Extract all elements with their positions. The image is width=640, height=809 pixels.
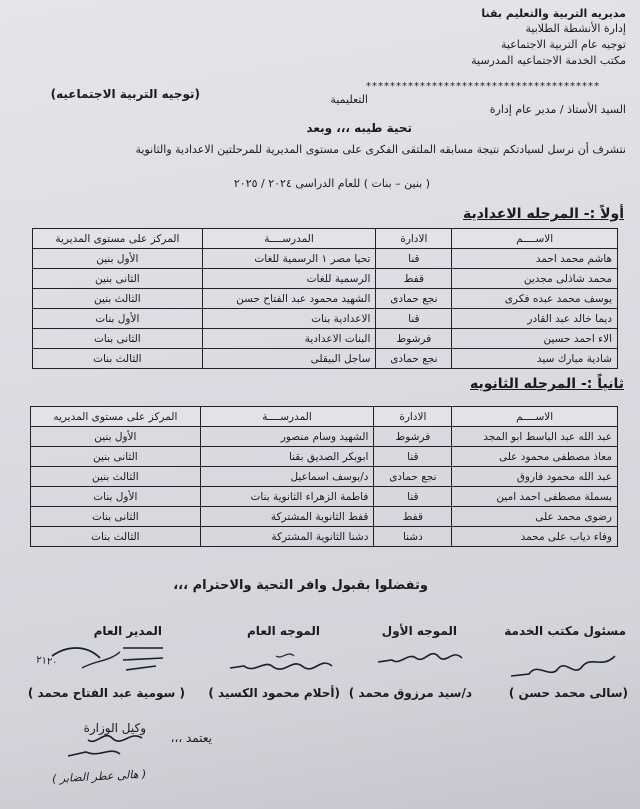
- signature-first-mark: [372, 644, 468, 674]
- body-line-2: ( بنين – بنات ) للعام الدراسى ٢٠٢٤ / ٢٠٢٥: [233, 177, 430, 190]
- cell-administration: قفط: [374, 507, 452, 527]
- cell-student-name: رضوى محمد على: [452, 507, 618, 527]
- cell-school: فاطمة الزهراء الثانوية بنات: [200, 487, 374, 507]
- cell-student-name: الاء احمد حسين: [452, 329, 618, 349]
- header-line-2: إدارة الأنشطة الطلابية: [525, 22, 626, 35]
- director-handwritten-note: ٢١٢٠: [35, 654, 59, 669]
- sig-title-general: الموجه العام: [247, 624, 320, 638]
- body-line-1: نتشرف أن نرسل لسيادتكم نتيجة مسابقه الملتقى الفكرى على مستوى المديرية للمرحلتين الاعدادية والثانوية: [135, 143, 626, 156]
- table-header-row: [31, 407, 618, 427]
- signature-general-mark: [224, 652, 340, 682]
- sec-results-table: [30, 406, 618, 547]
- cell-student-name: بسملة مصطفى احمد امين: [452, 487, 618, 507]
- cell-student-name: يوسف محمد عبده فكرى: [452, 289, 618, 309]
- deputy-name: ( هالى عطر الضابر ): [51, 767, 147, 786]
- cell-student-name: ديما خالد عبد القادر: [452, 309, 618, 329]
- cell-administration: نجع حمادى: [374, 467, 452, 487]
- cell-rank: الثانى بنات: [31, 507, 201, 527]
- col-header-name: الاســــم: [452, 229, 618, 249]
- cell-rank: الثالث بنات: [33, 349, 203, 369]
- cell-school: تحيا مصر ١ الرسمية للغات: [202, 249, 376, 269]
- cell-student-name: معاذ مصطفى محمود على: [452, 447, 618, 467]
- cell-administration: نجع حمادى: [376, 349, 452, 369]
- cell-rank: الثانى بنين: [33, 269, 203, 289]
- sig-name-first: د/سيد مرزوق محمد ): [348, 686, 472, 700]
- cell-school: ساجل البيقلى: [202, 349, 376, 369]
- cell-rank: الثالث بنين: [31, 467, 201, 487]
- cell-student-name: هاشم محمد احمد: [452, 249, 618, 269]
- cell-school: دشنا الثانوية المشتركة: [200, 527, 374, 547]
- cell-student-name: عبد الله محمود فاروق: [452, 467, 618, 487]
- cell-administration: قفط: [376, 269, 452, 289]
- closing-line: وتفضلوا بقبول وافر التحية والاحترام ،،،: [173, 578, 428, 593]
- sig-name-general: (أحلام محمود الكسيد ): [208, 686, 340, 700]
- col-header-admin: الادارة: [376, 229, 452, 249]
- cell-school: قفط الثانوية المشتركة: [200, 507, 374, 527]
- signature-director-mark: [38, 634, 170, 678]
- approval-text: يعتمد ،،،: [170, 731, 212, 745]
- cell-administration: قنا: [376, 309, 452, 329]
- signature-office-mark: [503, 648, 623, 682]
- col-header-name: الاســــم: [452, 407, 618, 427]
- cell-student-name: محمد شاذلى مجدين: [452, 269, 618, 289]
- cell-school: الرسمية للغات: [202, 269, 376, 289]
- col-header-admin: الادارة: [374, 407, 452, 427]
- prep-results-table: [32, 228, 618, 369]
- table-row: [33, 249, 618, 269]
- cell-rank: الثالث بنات: [31, 527, 201, 547]
- cell-school: الشهيد محمود عبد الفتاح حسن: [202, 289, 376, 309]
- cell-school: ابوبكر الصديق بقنا: [200, 447, 374, 467]
- table-row: [33, 329, 618, 349]
- cell-rank: الأول بنات: [33, 309, 203, 329]
- sig-title-first: الموجه الأول: [381, 624, 457, 638]
- table-header-row: [33, 229, 618, 249]
- col-header-rank: المركز على مستوى المديريه: [31, 407, 201, 427]
- addressee: السيد الأستاذ / مدير عام إدارة: [489, 103, 626, 116]
- table-row: [33, 289, 618, 309]
- cell-school: البنات الاعدادية: [202, 329, 376, 349]
- cell-school: د/يوسف اسماعيل: [200, 467, 374, 487]
- sig-title-director: المدير العام: [93, 624, 162, 638]
- prep-section-title: أولاً :- المرحله الاعدادية: [462, 206, 624, 222]
- cell-student-name: عبد الله عبد الباسط ابو المجد: [452, 427, 618, 447]
- cell-rank: الثانى بنين: [31, 447, 201, 467]
- sig-name-director: ( سومية عبد الفتاح محمد ): [27, 686, 185, 700]
- cell-administration: دشنا: [374, 527, 452, 547]
- cell-school: الاعدادية بنات: [202, 309, 376, 329]
- sec-section-title: ثانياً :- المرحله الثانويه: [469, 376, 624, 392]
- sig-title-office: مسئول مكتب الخدمة: [504, 624, 626, 638]
- col-header-school: المدرســــة: [202, 229, 376, 249]
- cell-administration: فرشوط: [376, 329, 452, 349]
- greeting: تحية طيبه ،،، وبعد: [306, 121, 412, 135]
- cell-administration: قنا: [376, 249, 452, 269]
- cell-rank: الأول بنين: [33, 249, 203, 269]
- cell-rank: الأول بنين: [31, 427, 201, 447]
- cell-school: الشهيد وسام منصور: [200, 427, 374, 447]
- table-row: [33, 349, 618, 369]
- signature-deputy-mark: [60, 728, 150, 768]
- cell-rank: الثالث بنين: [33, 289, 203, 309]
- cell-student-name: شادية مبارك سيد: [452, 349, 618, 369]
- cell-administration: قنا: [374, 487, 452, 507]
- edu-label: التعليمية: [330, 93, 368, 106]
- table-row: [31, 487, 618, 507]
- table-row: [31, 527, 618, 547]
- cell-administration: قنا: [374, 447, 452, 467]
- header-line-1: مديريه التربية والتعليم بقنا: [481, 7, 626, 20]
- cell-administration: نجع حمادى: [376, 289, 452, 309]
- header-line-3: توجيه عام التربية الاجتماعية: [501, 38, 626, 51]
- table-row: [31, 467, 618, 487]
- col-header-rank: المركز على مستوى المديرية: [33, 229, 203, 249]
- col-header-school: المدرســــة: [200, 407, 374, 427]
- table-row: [33, 309, 618, 329]
- header-stars: ***************************************: [366, 81, 600, 92]
- cell-rank: الثانى بنات: [33, 329, 203, 349]
- table-row: [31, 507, 618, 527]
- cell-administration: فرشوط: [374, 427, 452, 447]
- dept-label: (توجيه التربية الاجتماعيه): [50, 87, 200, 101]
- table-row: [31, 447, 618, 467]
- sig-name-office: (سالى محمد حسن ): [508, 686, 628, 700]
- header-line-4: مكتب الخدمة الاجتماعيه المدرسية: [471, 54, 626, 67]
- deputy-title: وكيل الوزارة: [83, 721, 146, 735]
- table-row: [31, 427, 618, 447]
- table-row: [33, 269, 618, 289]
- cell-rank: الأول بنات: [31, 487, 201, 507]
- cell-student-name: وفاء دياب على محمد: [452, 527, 618, 547]
